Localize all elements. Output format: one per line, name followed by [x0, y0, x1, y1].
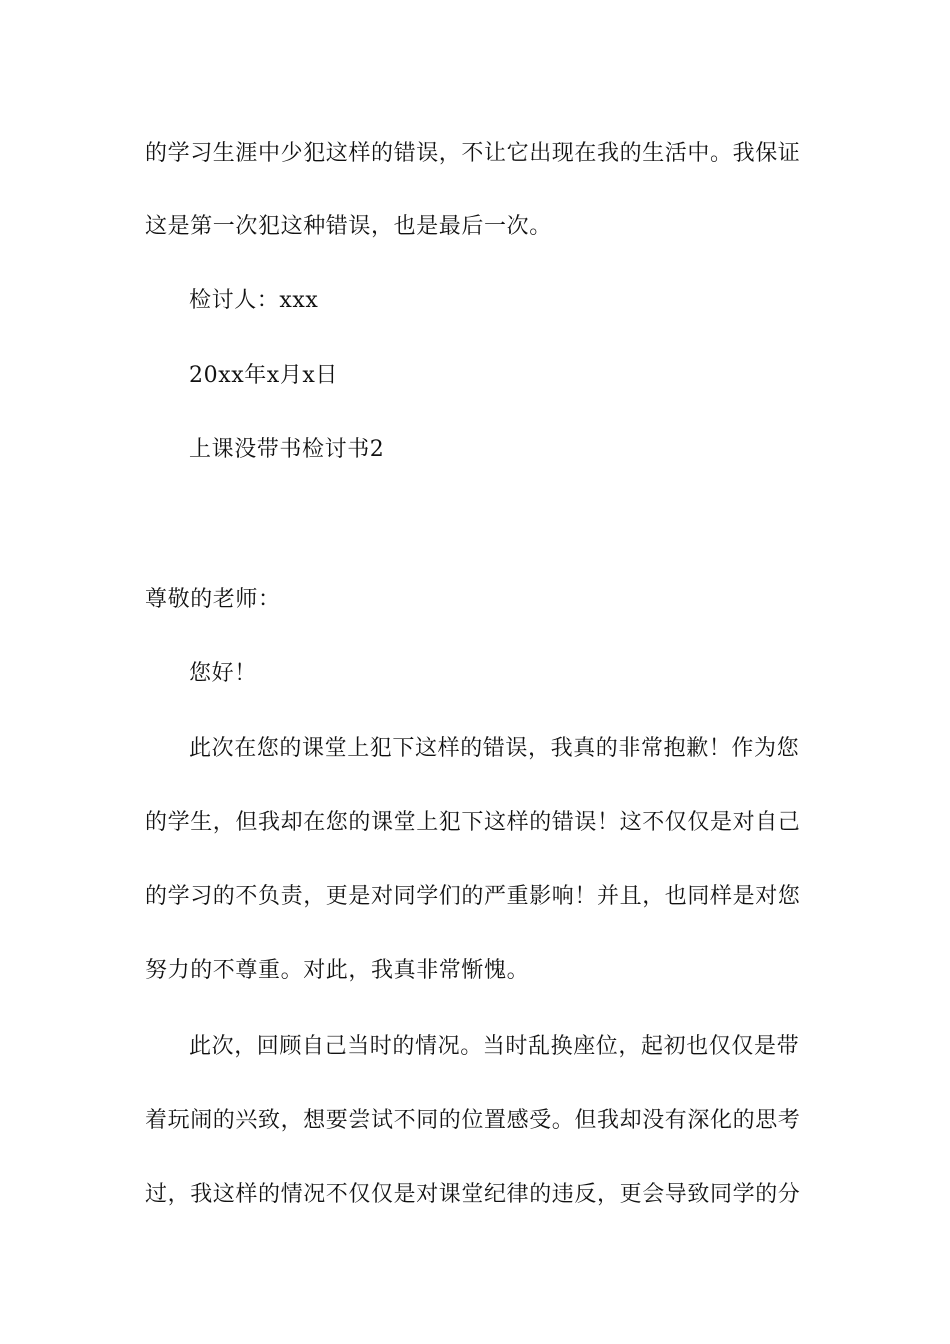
- signature-reviewer: 检讨人：xxx: [189, 288, 319, 313]
- paragraph-1-line-2: 的学生，但我却在您的课堂上犯下这样的错误！这不仅仅是对自己: [145, 810, 801, 835]
- paragraph-2-line-2: 着玩闹的兴致，想要尝试不同的位置感受。但我却没有深化的思考: [145, 1108, 801, 1133]
- paragraph-1-line-3: 的学习的不负责，更是对同学们的严重影响！并且，也同样是对您: [145, 884, 801, 909]
- section-title: 上课没带书检讨书2: [189, 437, 385, 462]
- greeting: 您好！: [189, 661, 257, 686]
- body-line-1: 的学习生涯中少犯这样的错误，不让它出现在我的生活中。我保证: [145, 141, 801, 166]
- paragraph-1-line-1: 此次在您的课堂上犯下这样的错误，我真的非常抱歉！作为您: [189, 736, 800, 761]
- salutation: 尊敬的老师：: [145, 587, 281, 612]
- signature-date: 20xx年x月x日: [189, 363, 339, 388]
- paragraph-2-line-3: 过，我这样的情况不仅仅是对课堂纪律的违反，更会导致同学的分: [145, 1182, 801, 1207]
- paragraph-2-line-1: 此次，回顾自己当时的情况。当时乱换座位，起初也仅仅是带: [189, 1034, 800, 1059]
- paragraph-1-line-4: 努力的不尊重。对此，我真非常惭愧。: [145, 958, 530, 983]
- body-line-2: 这是第一次犯这种错误，也是最后一次。: [145, 214, 552, 239]
